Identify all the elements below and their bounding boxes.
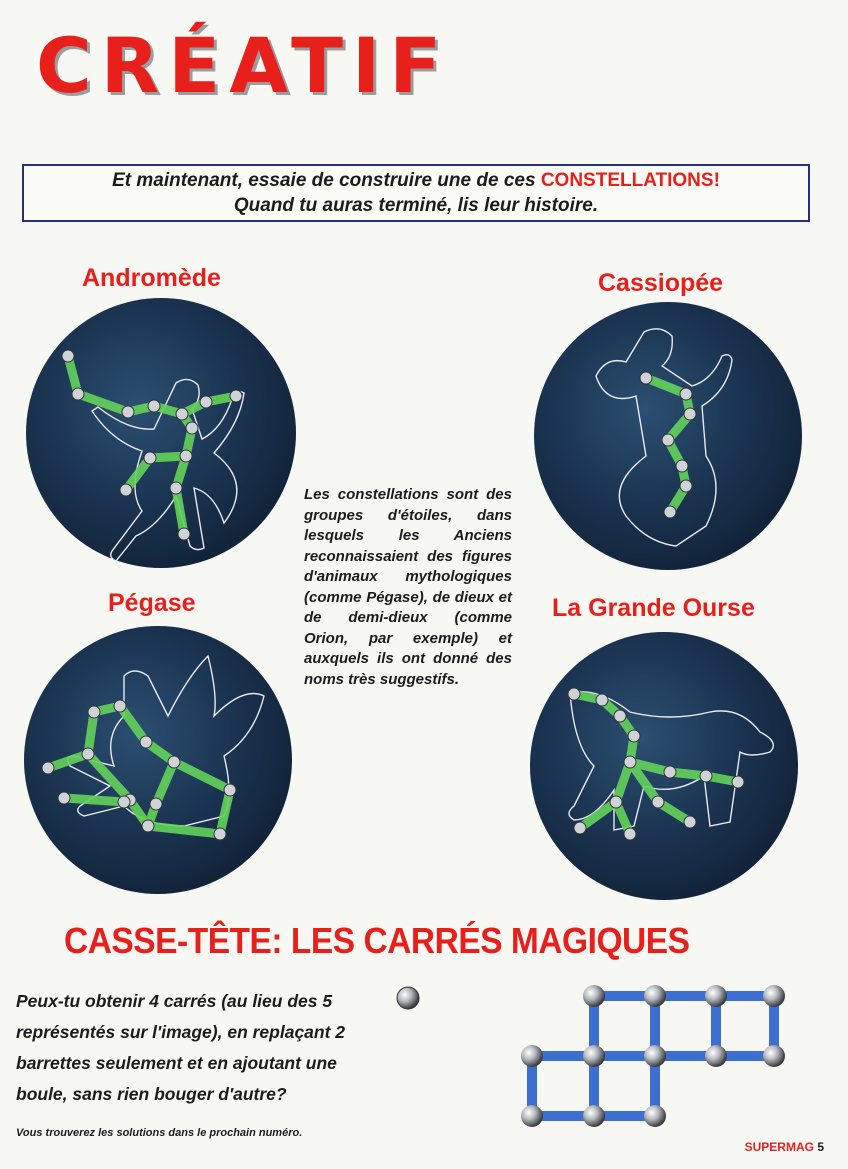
intro-line-2: Quand tu auras terminé, lis leur histoire. [233,195,599,216]
cassiopee-figure [534,302,802,570]
intro-highlight: CONSTELLATIONS! [540,170,720,191]
page-footer [745,1140,824,1154]
footer-brand: SUPERMAG [744,1140,814,1154]
pegase-figure [24,626,292,894]
puzzle-balls [397,985,785,1127]
grande-ourse-title: La Grande Ourse [552,594,755,622]
puzzle-title: CASSE-TÊTE: LES CARRÉS MAGIQUES [64,920,690,961]
intro-box [22,164,810,222]
andromede-title: Andromède [82,264,221,292]
puzzle-text: Peux-tu obtenir 4 carrés (au lieu des 5 représentés sur l'image), en replaçant 2 barrettes seulement et en ajoutant une boule, sans rien bouger d'autre? [16,991,346,1104]
pegase-title: Pégase [108,589,196,617]
grande-ourse-circle [530,632,798,900]
andromede-figure [26,298,296,568]
magic-squares-puzzle [380,970,800,1130]
constellations-explanation: Les constellations sont des groupes d'étoiles, dans lesquels les Anciens reconnaissaient des figures d'animaux mythologiques (comme Pégase), de dieux et de demi-dieux (comme Orion, par exemple) et auxquels ils ont donné des noms très suggestifs. [304,486,512,688]
intro-line-1 [112,168,720,193]
intro-line-1-text: Et maintenant, essaie de construire une de ces [112,170,541,191]
cassiopee-circle [534,302,802,570]
page-number: 5 [817,1140,824,1154]
cassiopee-title: Cassiopée [598,269,724,297]
andromede-circle [26,298,296,568]
pegase-circle [24,626,292,894]
page-title: CRÉATIF [36,21,451,110]
solutions-note: Vous trouverez les solutions dans le prochain numéro. [16,1127,303,1139]
grande-ourse-figure [530,632,798,900]
